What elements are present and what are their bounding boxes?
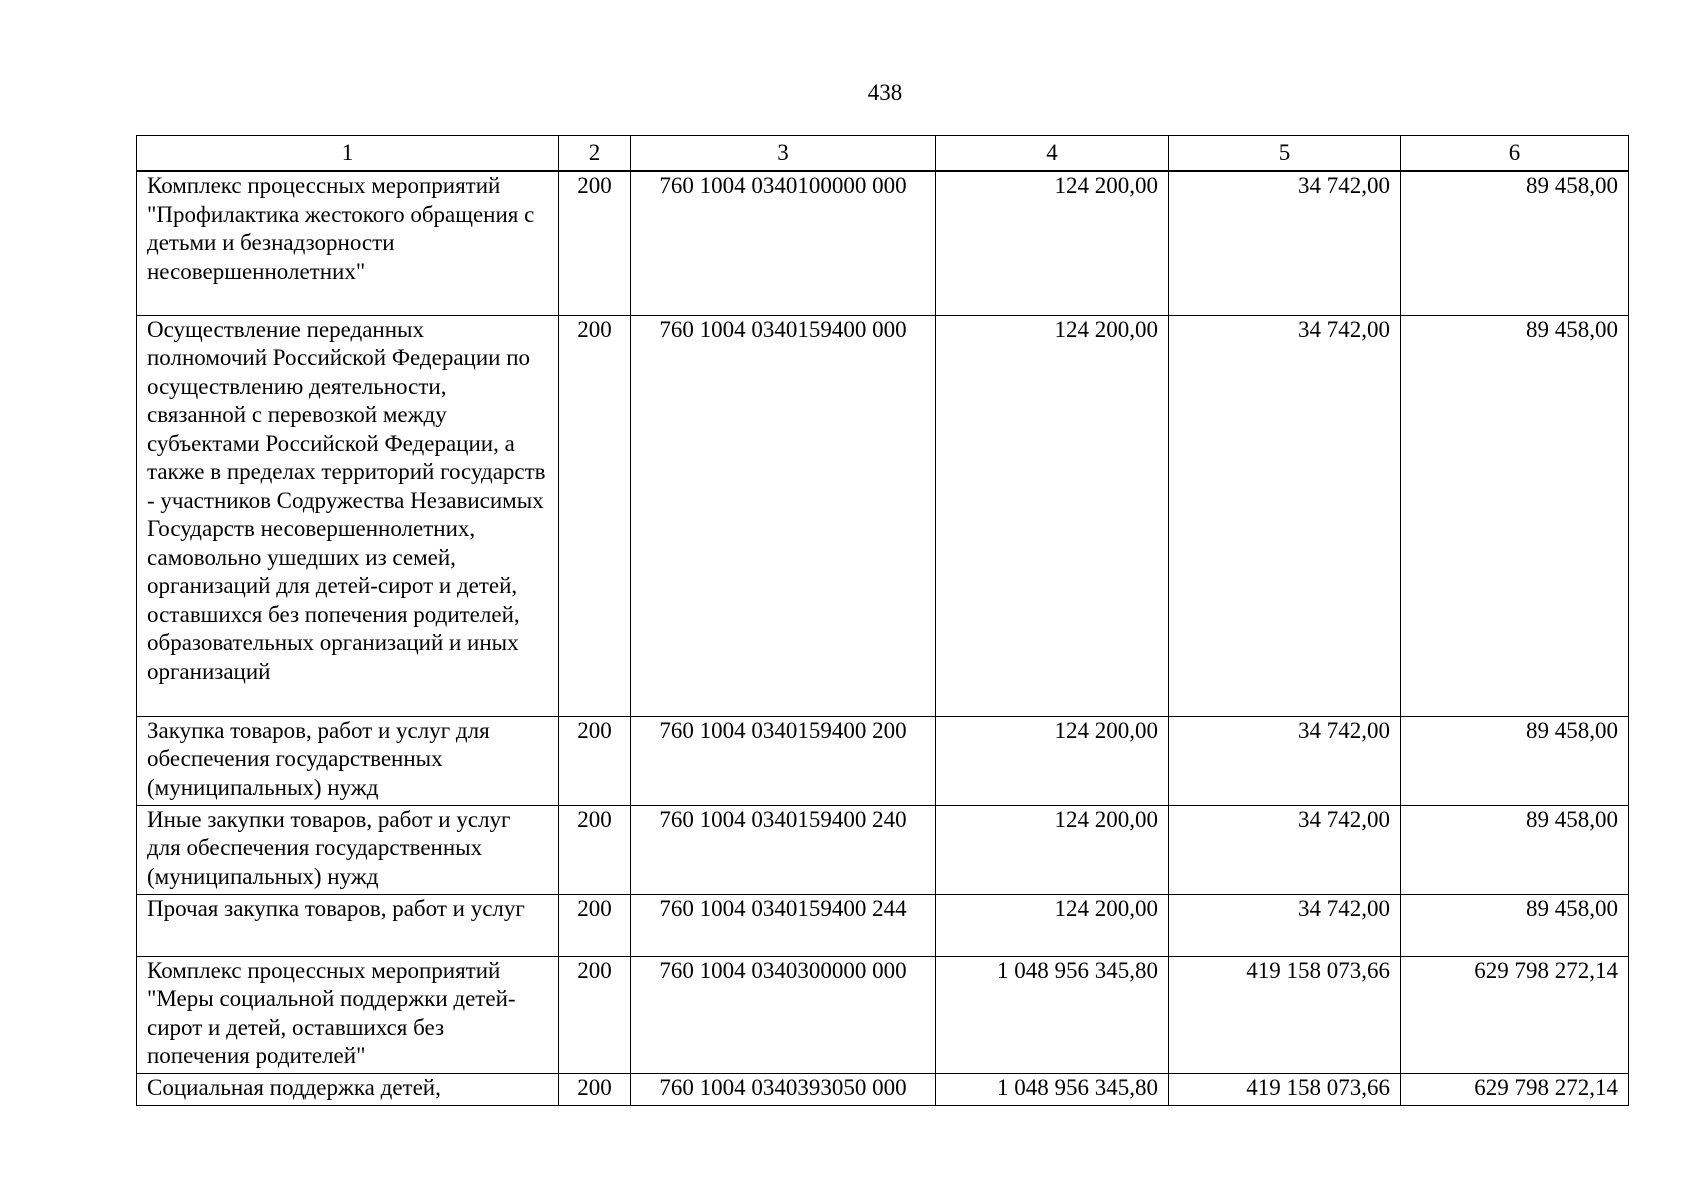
budget-table — [136, 135, 1629, 1106]
row-col4: 124 200,00 — [936, 716, 1169, 805]
row-name: Прочая закупка товаров, работ и услуг — [137, 894, 559, 956]
row-kbk: 760 1004 0340393050 000 — [631, 1073, 936, 1105]
header-col-2: 2 — [559, 136, 631, 172]
row-col4: 124 200,00 — [936, 894, 1169, 956]
row-col5: 34 742,00 — [1169, 805, 1401, 894]
row-col6: 89 458,00 — [1401, 716, 1629, 805]
row-kbk: 760 1004 0340159400 244 — [631, 894, 936, 956]
header-col-6: 6 — [1401, 136, 1629, 172]
table-row — [137, 956, 1629, 1073]
table-row — [137, 805, 1629, 894]
row-col5: 34 742,00 — [1169, 171, 1401, 315]
row-name: Социальная поддержка детей, — [137, 1073, 559, 1105]
row-col6: 89 458,00 — [1401, 315, 1629, 716]
row-col4: 124 200,00 — [936, 171, 1169, 315]
row-col6: 89 458,00 — [1401, 171, 1629, 315]
row-col5: 419 158 073,66 — [1169, 1073, 1401, 1105]
row-code: 200 — [559, 805, 631, 894]
row-col5: 34 742,00 — [1169, 894, 1401, 956]
row-col6: 629 798 272,14 — [1401, 1073, 1629, 1105]
table-row — [137, 315, 1629, 716]
row-code: 200 — [559, 716, 631, 805]
row-col5: 419 158 073,66 — [1169, 956, 1401, 1073]
page-number: 438 — [867, 80, 903, 105]
table-row — [137, 894, 1629, 956]
row-code: 200 — [559, 894, 631, 956]
row-col4: 1 048 956 345,80 — [936, 956, 1169, 1073]
row-col4: 124 200,00 — [936, 315, 1169, 716]
row-code: 200 — [559, 171, 631, 315]
row-kbk: 760 1004 0340300000 000 — [631, 956, 936, 1073]
row-col4: 1 048 956 345,80 — [936, 1073, 1169, 1105]
row-name: Иные закупки товаров, работ и услуг для обеспечения государственных (муниципальных) нужд — [137, 805, 559, 894]
row-col6: 629 798 272,14 — [1401, 956, 1629, 1073]
row-col6: 89 458,00 — [1401, 894, 1629, 956]
table-row — [137, 716, 1629, 805]
header-row — [137, 136, 1629, 172]
row-col4: 124 200,00 — [936, 805, 1169, 894]
row-col5: 34 742,00 — [1169, 716, 1401, 805]
row-col6: 89 458,00 — [1401, 805, 1629, 894]
row-kbk: 760 1004 0340159400 240 — [631, 805, 936, 894]
row-col5: 34 742,00 — [1169, 315, 1401, 716]
table-row — [137, 1073, 1629, 1105]
row-kbk: 760 1004 0340159400 200 — [631, 716, 936, 805]
table-row — [137, 171, 1629, 315]
row-code: 200 — [559, 956, 631, 1073]
row-name: Осуществление переданных полномочий Российской Федерации по осуществлению деятельности, связанной с перевозкой между субъектами Российской Федерации, а также в пределах территорий государств - участников Содружества Независимых Государств несовершеннолетних, самовольно ушедших из семей, организаций для детей-сирот и детей, оставшихся без попечения родителей, образовательных организаций и иных организаций — [137, 315, 559, 716]
row-kbk: 760 1004 0340100000 000 — [631, 171, 936, 315]
header-col-4: 4 — [936, 136, 1169, 172]
header-col-1: 1 — [137, 136, 559, 172]
row-kbk: 760 1004 0340159400 000 — [631, 315, 936, 716]
header-col-3: 3 — [631, 136, 936, 172]
row-name: Комплекс процессных мероприятий "Профилактика жестокого обращения с детьми и безнадзорности несовершеннолетних" — [137, 171, 559, 315]
row-name: Закупка товаров, работ и услуг для обеспечения государственных (муниципальных) нужд — [137, 716, 559, 805]
row-code: 200 — [559, 1073, 631, 1105]
row-code: 200 — [559, 315, 631, 716]
row-name: Комплекс процессных мероприятий "Меры социальной поддержки детей-сирот и детей, оставшихся без попечения родителей" — [137, 956, 559, 1073]
header-col-5: 5 — [1169, 136, 1401, 172]
